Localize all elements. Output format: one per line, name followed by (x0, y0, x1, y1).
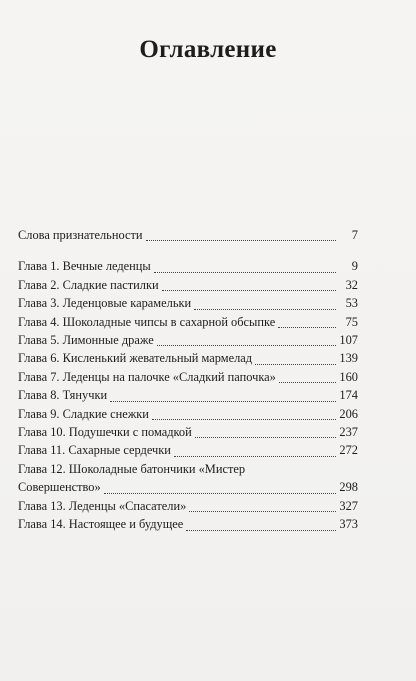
toc-page-number: 53 (345, 296, 358, 311)
toc-page-number: 373 (339, 517, 358, 532)
toc-entry-acknowledgements (18, 226, 358, 244)
dot-leader (189, 510, 336, 512)
toc-entry-chapter-13 (18, 497, 358, 515)
toc-entry-label: Глава 3. Леденцовые карамельки (18, 296, 192, 311)
toc-entry-chapter-8 (18, 386, 358, 404)
toc-entry-label: Глава 8. Тянучки (18, 388, 108, 403)
toc-page-number: 327 (339, 498, 358, 513)
toc-entry-chapter-3 (18, 294, 358, 312)
dot-leader (194, 308, 336, 310)
toc-entry-label: Глава 9. Сладкие снежки (18, 406, 149, 421)
toc-entry-second-line (18, 478, 358, 496)
table-of-contents (18, 226, 358, 534)
toc-page-number: 298 (339, 480, 358, 495)
toc-entry-label: Глава 4. Шоколадные чипсы в сахарной обсыпке (18, 314, 276, 329)
toc-entry-chapter-4 (18, 313, 358, 331)
toc-entry-chapter-12 (18, 460, 358, 497)
toc-page-number: 174 (339, 388, 358, 403)
toc-entry-label: Глава 1. Вечные леденцы (18, 259, 151, 274)
toc-entry-label: Слова признательности (18, 228, 143, 242)
toc-page-number: 9 (351, 259, 358, 274)
toc-page-number: 107 (339, 333, 358, 348)
dot-leader (162, 289, 336, 291)
toc-entry-label: Глава 5. Лимонные драже (18, 333, 154, 348)
toc-entry-label-line-1: Глава 12. Шоколадные батончики «Мистер (18, 461, 246, 476)
toc-entry-chapter-11 (18, 441, 358, 459)
toc-entry-label: Глава 10. Подушечки с помадкой (18, 425, 192, 440)
dot-leader (255, 363, 336, 365)
toc-page-number: 32 (345, 277, 358, 292)
toc-page-number: 237 (339, 425, 358, 440)
toc-gap (18, 244, 358, 257)
toc-entry-chapter-14 (18, 515, 358, 533)
toc-page-number: 272 (339, 443, 358, 458)
dot-leader (174, 455, 336, 457)
toc-entry-chapter-1 (18, 257, 358, 275)
toc-entry-label: Глава 6. Кисленький жевательный мармелад (18, 351, 253, 366)
toc-page-number: 7 (351, 228, 358, 242)
toc-entry-chapter-6 (18, 349, 358, 367)
dot-leader (195, 436, 336, 438)
toc-entry-label: Глава 13. Леденцы «Спасатели» (18, 498, 187, 513)
dot-leader (104, 492, 336, 494)
toc-entry-label: Глава 2. Сладкие пастилки (18, 277, 159, 292)
toc-entry-chapter-9 (18, 405, 358, 423)
toc-entry-label: Глава 7. Леденцы на палочке «Сладкий папочка» (18, 369, 276, 384)
dot-leader (157, 344, 336, 346)
dot-leader (110, 400, 336, 402)
toc-page-number: 206 (339, 406, 358, 421)
toc-entry-chapter-10 (18, 423, 358, 441)
toc-entry-label: Глава 11. Сахарные сердечки (18, 443, 171, 458)
dot-leader (146, 239, 336, 241)
dot-leader (279, 381, 336, 383)
dot-leader (152, 418, 336, 420)
dot-leader (278, 326, 336, 328)
toc-entry-chapter-2 (18, 276, 358, 294)
toc-entry-chapter-7 (18, 368, 358, 386)
toc-entry-label: Глава 14. Настоящее и будущее (18, 517, 184, 532)
page-title: Оглавление (139, 36, 277, 63)
toc-entry-chapter-5 (18, 331, 358, 349)
toc-page-number: 139 (339, 351, 358, 366)
dot-leader (154, 271, 336, 273)
dot-leader (186, 529, 336, 531)
toc-page-number: 160 (339, 369, 358, 384)
toc-page-number: 75 (345, 314, 358, 329)
toc-entry-label-line-2: Совершенство» (18, 480, 101, 495)
